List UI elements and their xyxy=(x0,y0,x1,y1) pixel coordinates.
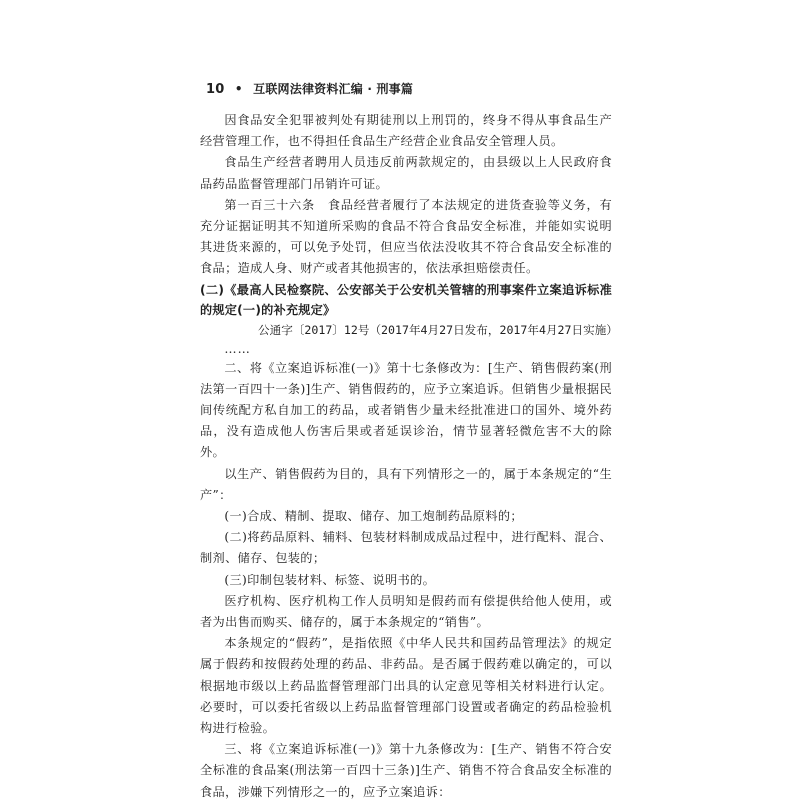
list-item: (三)印制包装材料、标签、说明书的。 xyxy=(224,572,436,587)
paragraph: 食品生产经营者聘用人员违反前两款规定的，由县级以上人民政府食品药品监督管理部门吊销许可证。 xyxy=(200,155,612,191)
list-item: (二)将药品原料、辅料、包装材料制成成品过程中，进行配料、混合、制剂、储存、包装的； xyxy=(200,530,612,566)
paragraph: 本条规定的“假药”，是指依照《中华人民共和国药品管理法》的规定属于假药和按假药处理的药品、非药品。是否属于假药难以确定的，可以根据地市级以上药品监督管理部门出具的认定意见等相关材料进行认定。必要时，可以委托省级以上药品监督管理部门设置或者确定的药品检验机构进行检验。 xyxy=(200,636,612,736)
paragraph: 因食品安全犯罪被判处有期徒刑以上刑罚的，终身不得从事食品生产经营管理工作，也不得担任食品生产经营企业食品安全管理人员。 xyxy=(200,113,612,149)
document-number: 公通字〔2017〕12号（2017年4月27日发布，2017年4月27日实施） xyxy=(258,322,618,337)
list-item: (一)合成、精制、提取、储存、加工炮制药品原料的； xyxy=(224,509,523,524)
page-number: 10 xyxy=(206,82,225,97)
paragraph-amendment-17: 二、将《立案追诉标准(一)》第十七条修改为：[生产、销售假药案(刑法第一百四十一条)]生产、销售假药的，应予立案追诉。但销售少量根据民间传统配方私自加工的药品，或者销售少量未经批准进口的国外、境外药品，没有造成他人伤害后果或者延误诊治，情节显著轻微危害不大的除外。 xyxy=(200,360,612,460)
paragraph-amendment-19: 三、将《立案追诉标准(一)》第十九条修改为：[生产、销售不符合安全标准的食品案(刑法第一百四十三条)]生产、销售不符合食品安全标准的食品，涉嫌下列情形之一的，应予立案追诉： xyxy=(200,742,612,799)
paragraph: 医疗机构、医疗机构工作人员明知是假药而有偿提供给他人使用，或者为出售而购买、储存的，属于本条规定的“销售”。 xyxy=(200,593,612,630)
paragraph: 以生产、销售假药为目的，具有下列情形之一的，属于本条规定的“生产”： xyxy=(200,466,612,502)
header-separator: • xyxy=(234,82,243,96)
running-header xyxy=(206,80,413,97)
page-body xyxy=(200,110,618,803)
paragraph-article-136: 第一百三十六条 食品经营者履行了本法规定的进货查验等义务，有充分证据证明其不知道所采购的食品不符合食品安全标准，并能如实说明其进货来源的，可以免予处罚，但应当依法没收其不符合食品安全标准的食品；造成人身、财产或者其他损害的，依法承担赔偿责任。 xyxy=(200,197,612,276)
omission-ellipsis: …… xyxy=(224,341,251,356)
section-title: (二)《最高人民检察院、公安部关于公安机关管辖的刑事案件立案追诉标准的规定(一)的补充规定》 xyxy=(200,282,612,317)
book-title: 互联网法律资料汇编 · 刑事篇 xyxy=(253,82,414,96)
